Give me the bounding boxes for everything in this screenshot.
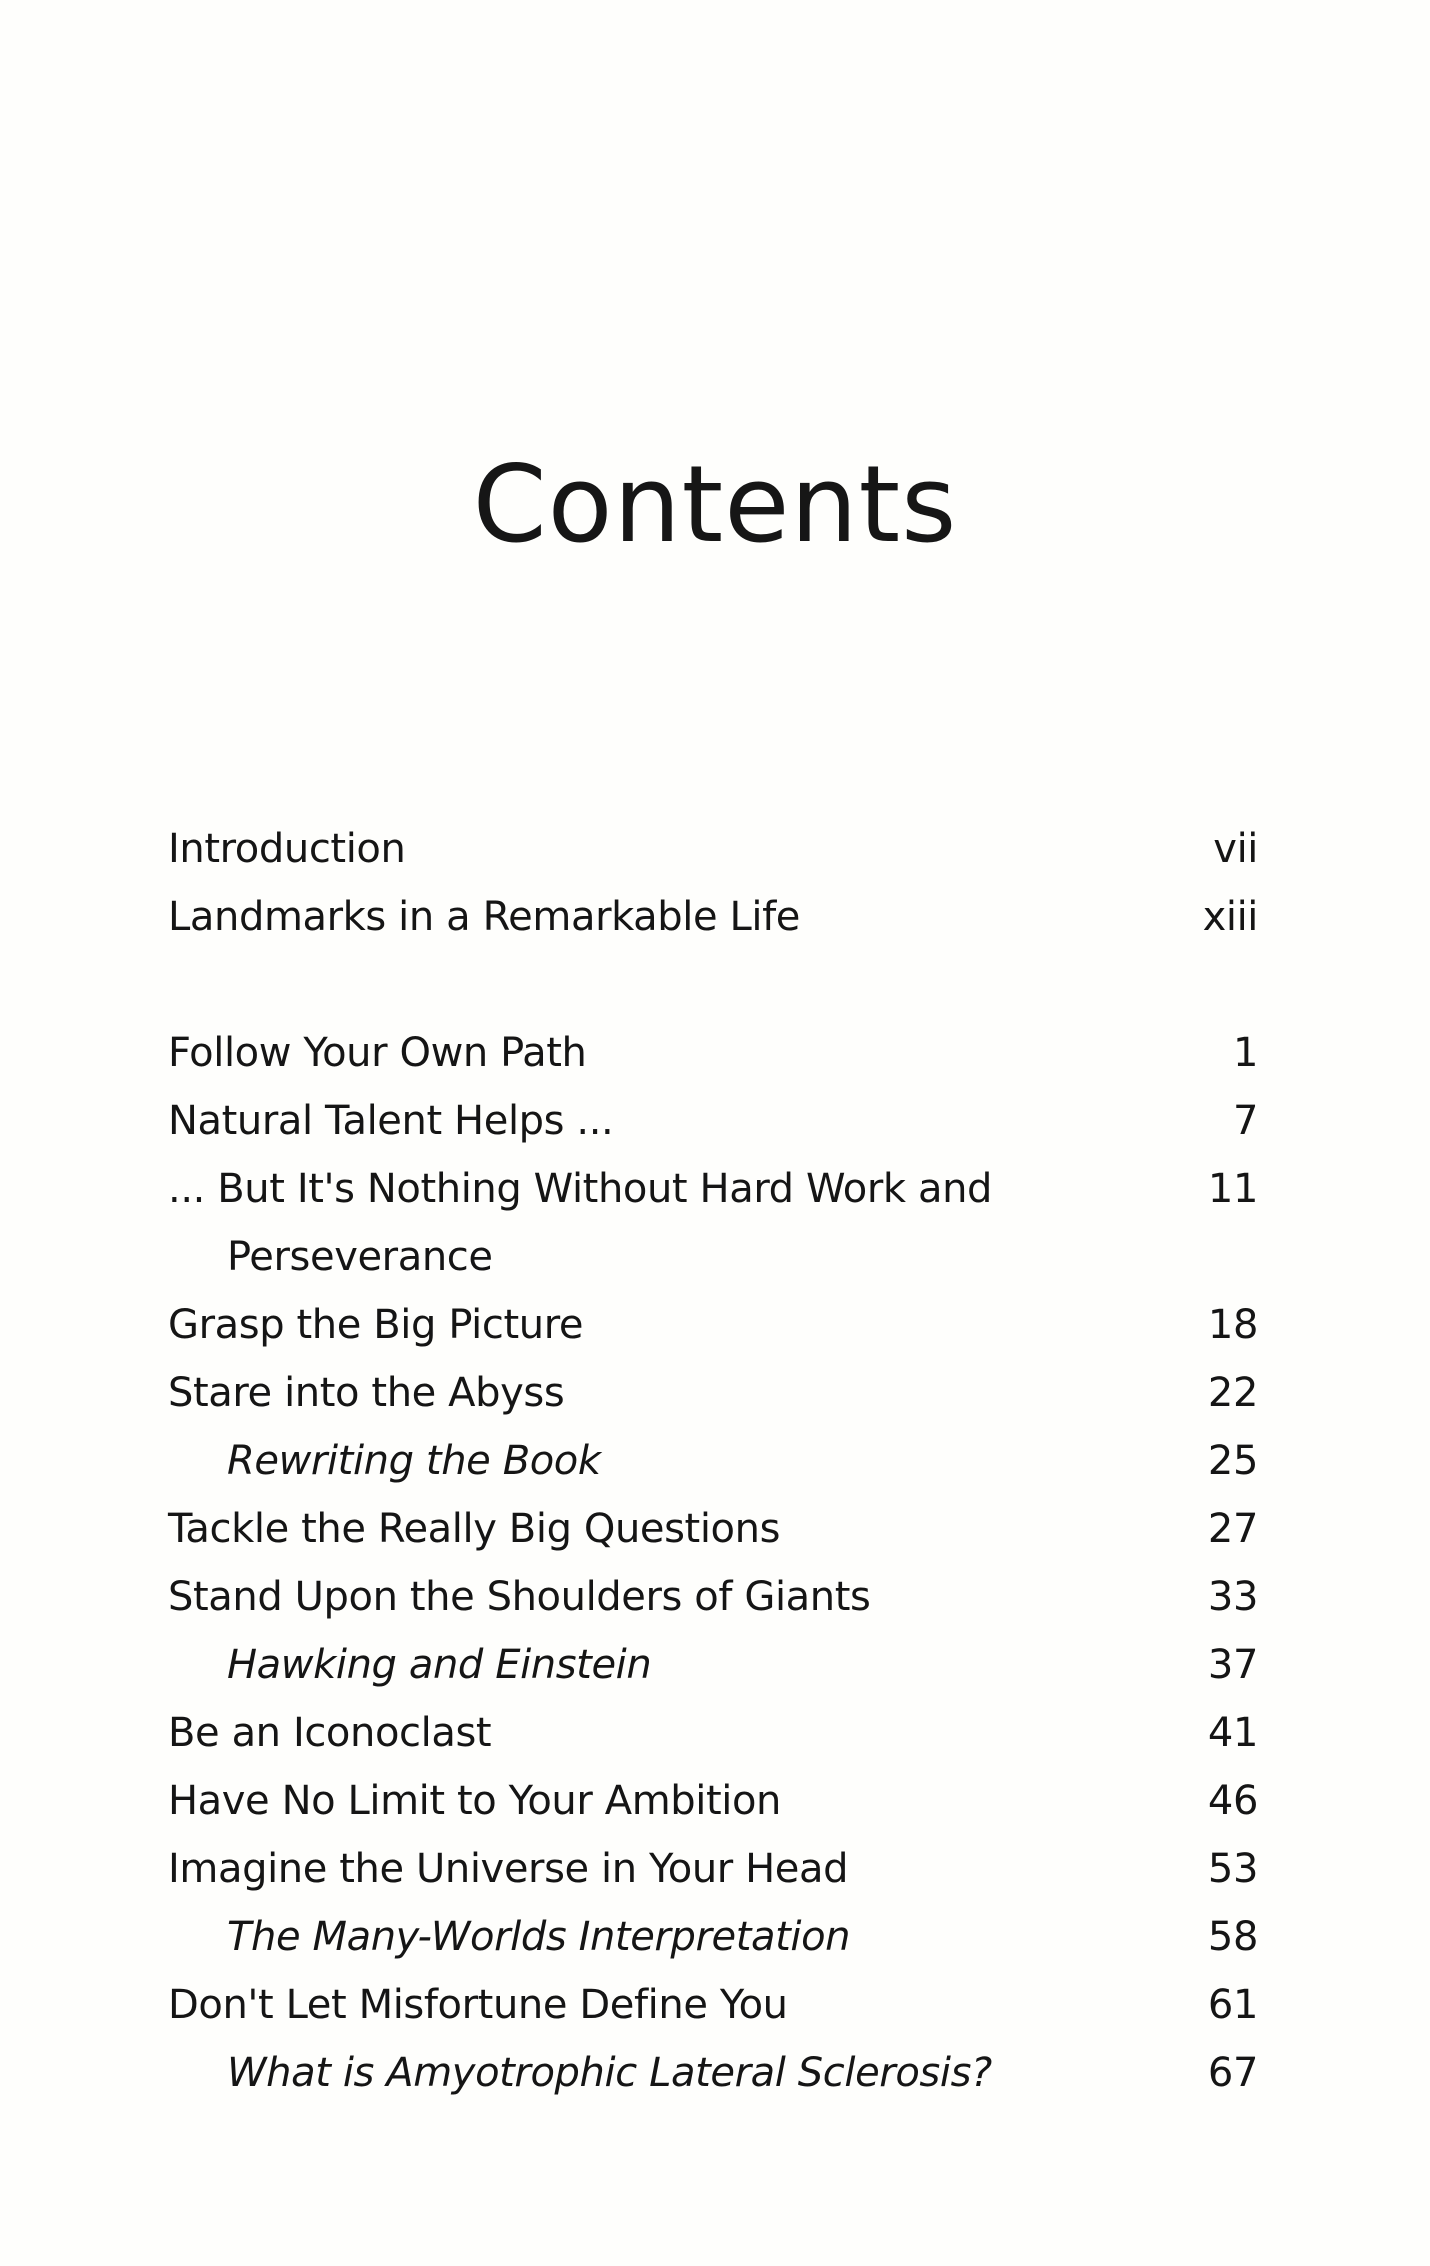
toc-entry-label: Natural Talent Helps ... xyxy=(168,1098,614,1144)
toc-entry-page-number: 67 xyxy=(1207,2050,1258,2096)
toc-entry-page-number: 1 xyxy=(1232,1030,1258,1076)
toc-entry-label: Stare into the Abyss xyxy=(168,1370,565,1416)
toc-entry-label: Introduction xyxy=(168,826,406,872)
toc-entry-label: Grasp the Big Picture xyxy=(168,1302,584,1348)
toc-entry-page-number: 53 xyxy=(1207,1846,1258,1892)
toc-entry-label: Be an Iconoclast xyxy=(168,1710,492,1756)
toc-entry-follow-your-own-path[interactable] xyxy=(168,1019,1258,1087)
toc-entry-shoulders-of-giants[interactable] xyxy=(168,1563,1258,1631)
toc-entry-label: Have No Limit to Your Ambition xyxy=(168,1778,782,1824)
toc-entry-page-number: 58 xyxy=(1207,1914,1258,1960)
toc-entry-perseverance-continuation[interactable] xyxy=(168,1223,1258,1291)
toc-entry-stare-into-abyss[interactable] xyxy=(168,1359,1258,1427)
toc-entry-label: Tackle the Really Big Questions xyxy=(168,1506,781,1552)
toc-entry-page-number: 37 xyxy=(1207,1642,1258,1688)
toc-entry-page-number: 61 xyxy=(1207,1982,1258,2028)
toc-entry-label: Hawking and Einstein xyxy=(227,1642,652,1688)
toc-entry-big-questions[interactable] xyxy=(168,1495,1258,1563)
toc-entry-label: Landmarks in a Remarkable Life xyxy=(168,894,801,940)
toc-entry-page-number: 22 xyxy=(1207,1370,1258,1416)
toc-entry-label: Follow Your Own Path xyxy=(168,1030,587,1076)
toc-entry-landmarks[interactable] xyxy=(168,883,1258,951)
toc-entry-hawking-and-einstein[interactable] xyxy=(168,1631,1258,1699)
toc-entry-label: Perseverance xyxy=(227,1234,493,1280)
toc-entry-page-number: 11 xyxy=(1207,1166,1258,1212)
toc-entry-page-number: 25 xyxy=(1207,1438,1258,1484)
toc-entry-label: Stand Upon the Shoulders of Giants xyxy=(168,1574,871,1620)
toc-entry-no-limit-ambition[interactable] xyxy=(168,1767,1258,1835)
toc-entry-iconoclast[interactable] xyxy=(168,1699,1258,1767)
toc-entry-natural-talent[interactable] xyxy=(168,1087,1258,1155)
toc-entry-many-worlds[interactable] xyxy=(168,1903,1258,1971)
toc-entry-label: The Many-Worlds Interpretation xyxy=(227,1914,851,1960)
toc-entry-hard-work[interactable] xyxy=(168,1155,1258,1223)
toc-entry-label: ... But It's Nothing Without Hard Work and xyxy=(168,1166,993,1212)
toc-entry-label: Rewriting the Book xyxy=(227,1438,601,1484)
toc-entry-page-number: 41 xyxy=(1207,1710,1258,1756)
toc-entry-grasp-big-picture[interactable] xyxy=(168,1291,1258,1359)
toc-entry-label: What is Amyotrophic Lateral Sclerosis? xyxy=(227,2050,992,2096)
toc-entry-page-number: 18 xyxy=(1207,1302,1258,1348)
toc-entry-page-number: 46 xyxy=(1207,1778,1258,1824)
toc-entry-introduction[interactable] xyxy=(168,815,1258,883)
toc-entry-label: Don't Let Misfortune Define You xyxy=(168,1982,788,2028)
toc-entry-misfortune[interactable] xyxy=(168,1971,1258,2039)
toc-entry-rewriting-the-book[interactable] xyxy=(168,1427,1258,1495)
toc-entry-label: Imagine the Universe in Your Head xyxy=(168,1846,849,1892)
toc-entry-page-number: 33 xyxy=(1207,1574,1258,1620)
toc-entry-page-number: vii xyxy=(1213,826,1258,872)
toc-entry-page-number: 27 xyxy=(1207,1506,1258,1552)
toc-entry-amyotrophic-lateral-sclerosis[interactable] xyxy=(168,2039,1258,2107)
toc-entry-page-number: 7 xyxy=(1232,1098,1258,1144)
toc-entry-imagine-universe[interactable] xyxy=(168,1835,1258,1903)
toc-entry-page-number: xiii xyxy=(1202,894,1258,940)
page-title: Contents xyxy=(472,443,958,566)
